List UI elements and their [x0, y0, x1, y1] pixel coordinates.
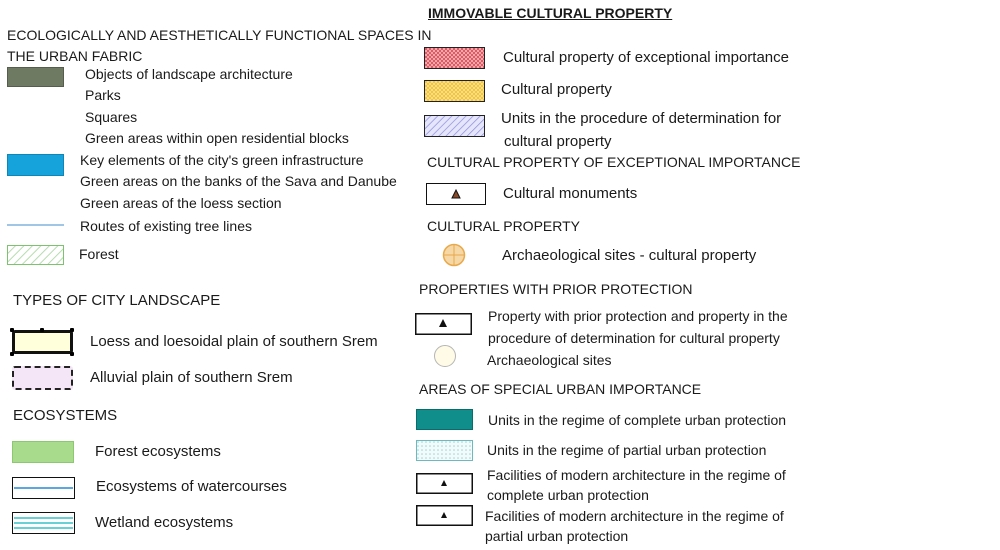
modern-partial-symbol: [416, 505, 473, 526]
forest-ecosystems-label: Forest ecosystems: [95, 443, 221, 460]
alluvial-plain-swatch: [12, 366, 73, 390]
complete-protection-label: Units in the regime of complete urban protection: [488, 412, 787, 428]
green-infra-item-2: Green areas on the banks of the Sava and Danube: [80, 173, 397, 189]
cultural-monuments-label: Cultural monuments: [503, 185, 638, 202]
loess-corner-marker: [10, 328, 14, 332]
landscape-item-4: Green areas within open residential blocks: [85, 130, 349, 146]
ecosystems-heading: ECOSYSTEMS: [13, 407, 118, 424]
green-infra-item-1: Key elements of the city's green infrastructure: [80, 152, 364, 168]
urban-importance-heading: AREAS OF SPECIAL URBAN IMPORTANCE: [419, 381, 702, 397]
landscape-item-2: Parks: [85, 87, 121, 103]
forest-ecosystem-swatch: [12, 441, 74, 463]
loess-plain-swatch: [12, 330, 73, 354]
landscape-architecture-swatch: [7, 67, 64, 87]
cultural-property-swatch: [424, 80, 485, 102]
wetland-ecosystems-label: Wetland ecosystems: [95, 514, 234, 531]
archaeological-cultural-label: Archaeological sites - cultural property: [502, 247, 757, 264]
determination-swatch: [424, 115, 485, 137]
modern-partial-label-line2: partial urban protection: [485, 528, 629, 544]
green-infrastructure-swatch: [7, 154, 64, 176]
cultural-property-label: Cultural property: [501, 81, 612, 98]
cultural-monument-symbol: [426, 183, 486, 205]
loess-corner-marker: [70, 328, 74, 332]
prior-protection-label-line1: Property with prior protection and property in the: [488, 308, 788, 324]
wetland-ecosystem-swatch: [12, 512, 75, 534]
archaeological-site-symbol: [433, 344, 457, 368]
archaeological-cultural-symbol: [442, 243, 466, 267]
prior-protection-symbol: [415, 313, 472, 335]
loess-corner-marker: [40, 328, 44, 332]
loess-plain-label: Loess and loesoidal plain of southern Srem: [90, 333, 378, 350]
prior-protection-label-line2: procedure of determination for cultural property: [488, 330, 780, 346]
tree-line-swatch: [7, 224, 64, 226]
city-landscape-heading: TYPES OF CITY LANDSCAPE: [13, 292, 221, 309]
modern-complete-label-line2: complete urban protection: [487, 487, 649, 503]
exceptional-property-label: Cultural property of exceptional importance: [503, 49, 789, 66]
partial-protection-label: Units in the regime of partial urban protection: [487, 442, 767, 458]
archaeological-sites-label: Archaeological sites: [487, 352, 612, 368]
exceptional-property-swatch: [424, 47, 485, 69]
determination-label-line2: cultural property: [504, 133, 612, 150]
prior-protection-heading: PROPERTIES WITH PRIOR PROTECTION: [419, 281, 693, 297]
determination-label-line1: Units in the procedure of determination for: [501, 110, 782, 127]
forest-swatch: [7, 245, 64, 265]
watercourse-ecosystem-swatch: [12, 477, 75, 499]
tree-lines-label: Routes of existing tree lines: [80, 218, 252, 234]
modern-complete-label-line1: Facilities of modern architecture in the regime of: [487, 467, 786, 483]
loess-corner-marker: [10, 352, 14, 356]
forest-label: Forest: [79, 246, 119, 262]
landscape-item-3: Squares: [85, 109, 138, 125]
loess-corner-marker: [70, 352, 74, 356]
watercourse-ecosystems-label: Ecosystems of watercourses: [96, 478, 287, 495]
green-infra-item-3: Green areas of the loess section: [80, 195, 282, 211]
alluvial-plain-label: Alluvial plain of southern Srem: [90, 369, 293, 386]
eco-heading-line1: ECOLOGICALLY AND AESTHETICALLY FUNCTIONAL SPACES IN: [7, 27, 432, 43]
modern-complete-symbol: [416, 473, 473, 494]
complete-protection-swatch: [416, 409, 473, 430]
immovable-heading: IMMOVABLE CULTURAL PROPERTY: [428, 5, 673, 21]
partial-protection-swatch: [416, 440, 473, 461]
exceptional-heading: CULTURAL PROPERTY OF EXCEPTIONAL IMPORTANCE: [427, 154, 801, 170]
landscape-item-1: Objects of landscape architecture: [85, 66, 293, 82]
cultural-property-heading: CULTURAL PROPERTY: [427, 218, 580, 234]
eco-heading-line2: THE URBAN FABRIC: [7, 48, 143, 64]
modern-partial-label-line1: Facilities of modern architecture in the regime of: [485, 508, 784, 524]
